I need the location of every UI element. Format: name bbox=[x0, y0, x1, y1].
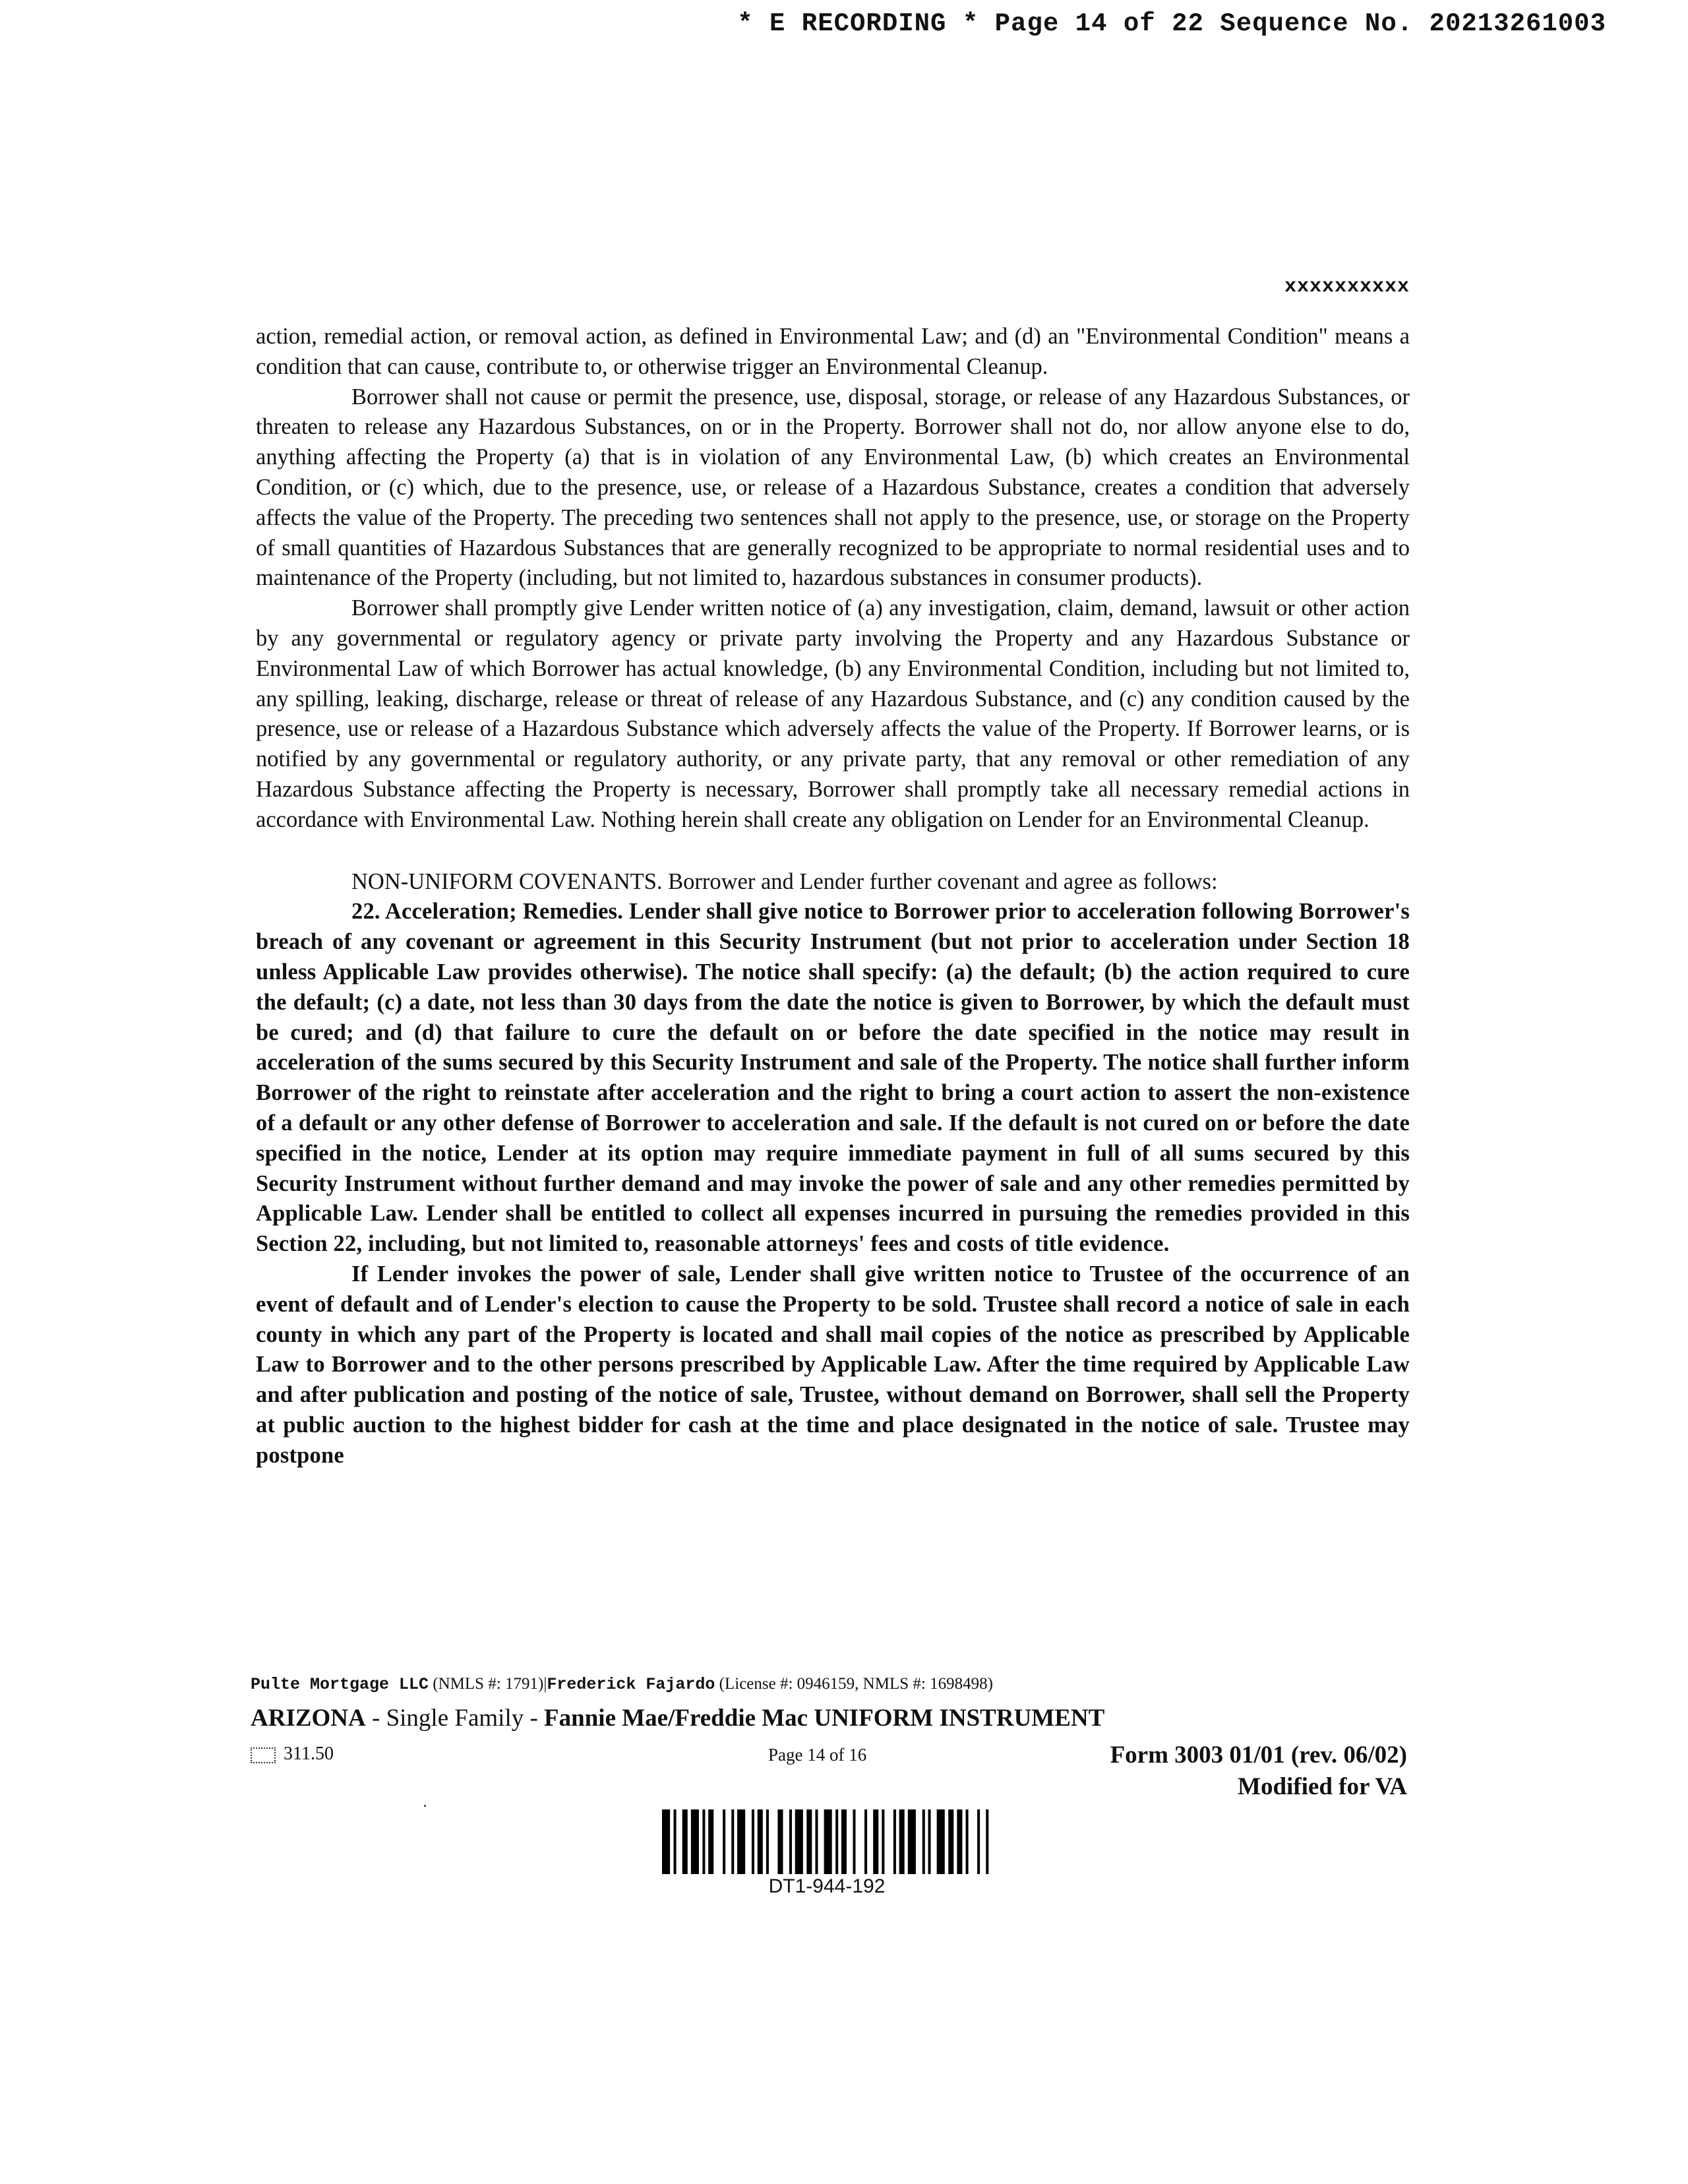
barcode-bar bbox=[806, 1809, 812, 1874]
lender-separator: | bbox=[543, 1675, 547, 1693]
recording-stamp: * E RECORDING * Page 14 of 22 Sequence No. 20213261003 bbox=[737, 9, 1606, 38]
doc-code bbox=[251, 1744, 334, 1765]
barcode-bar bbox=[795, 1809, 803, 1874]
barcode-bar bbox=[937, 1809, 945, 1874]
footer-lender-line bbox=[251, 1675, 993, 1694]
paragraph-non-uniform-covenants: NON-UNIFORM COVENANTS. Borrower and Lender further covenant and agree as follows: bbox=[351, 868, 1218, 894]
barcode-bar bbox=[977, 1809, 980, 1874]
barcode-bar bbox=[966, 1809, 969, 1874]
paragraph-acceleration-remedies: 22. Acceleration; Remedies. Lender shall give notice to Borrower prior to acceleration following Borrower's breach of any covenant or agreement in this Security Instrument (but not prior to acceleration under Section 18 unless Applicable Law provides otherwise). The notice shall specify: (a) the default; (b) the action required to cure the default; (c) a date, not less than 30 days from the date the notice is given to Borrower, by which the default must be cured; and (d) that failure to cure the default on or before the date specified in the notice may result in acceleration of the sums secured by this Security Instrument and sale of the Property. The notice shall further inform Borrower of the right to reinstate after acceleration and the right to bring a court action to assert the non-existence of a default or any other defense of Borrower to acceleration and sale. If the default is not cured on or before the date specified in the notice, Lender at its option may require immediate payment in full of all sums secured by this Security Instrument without further demand and may invoke the power of sale and any other remedies permitted by Applicable Law. Lender shall be entitled to collect all expenses incurred in pursuing the remedies provided in this Section 22, including, but not limited to, reasonable attorneys' fees and costs of title evidence. bbox=[256, 899, 1410, 1257]
barcode-bar bbox=[873, 1809, 878, 1874]
barcode-label: DT1-944-192 bbox=[768, 1875, 886, 1897]
paragraph-environmental-definition: action, remedial action, or removal action, as defined in Environmental Law; and (d) an "Environmental Condition" means a condition that can cause, contribute to, or otherwise trigger an Environmental Cleanup. bbox=[256, 324, 1410, 379]
barcode-bar bbox=[731, 1809, 734, 1874]
scan-speck bbox=[424, 1805, 426, 1807]
form-title bbox=[251, 1704, 1104, 1732]
barcode-bar bbox=[674, 1809, 677, 1874]
barcode-bar bbox=[908, 1809, 916, 1874]
barcode-bar bbox=[922, 1809, 925, 1874]
form-title-instrument: Fannie Mae/Freddie Mac UNIFORM INSTRUMENT bbox=[544, 1705, 1105, 1732]
page-number: Page 14 of 16 bbox=[768, 1745, 867, 1765]
document-body bbox=[256, 322, 1410, 1471]
doc-code-icon bbox=[251, 1747, 276, 1763]
barcode-bar bbox=[815, 1809, 818, 1874]
originator-name: Frederick Fajardo bbox=[547, 1675, 715, 1694]
form-title-type: - Single Family - bbox=[365, 1705, 545, 1732]
barcode-bar bbox=[824, 1809, 832, 1874]
originator-license: (License #: 0946159, NMLS #: 1698498) bbox=[719, 1675, 993, 1693]
barcode-bar bbox=[882, 1809, 884, 1874]
barcode-bar bbox=[864, 1809, 867, 1874]
form-title-state: ARIZONA bbox=[251, 1705, 366, 1732]
lender-name: Pulte Mortgage LLC bbox=[251, 1675, 429, 1694]
barcode-bar bbox=[766, 1809, 769, 1874]
barcode-bar bbox=[893, 1809, 896, 1874]
doc-code-value: 311.50 bbox=[284, 1744, 334, 1764]
barcode-bar bbox=[723, 1809, 725, 1874]
barcode-bar bbox=[691, 1809, 699, 1874]
paragraph-power-of-sale: If Lender invokes the power of sale, Lender shall give written notice to Trustee of the occurrence of an event of default and of Lender's election to cause the Property to be sold. Trustee shall record a notice of sale in each county in which any part of the Property is located and shall mail copies of the notice as prescribed by Applicable Law to Borrower and to the other persons prescribed by Applicable Law. After the time required by Applicable Law and after publication and posting of the notice of sale, Trustee, without demand on Borrower, shall sell the Property at public auction to the highest bidder for cash at the time and place designated in the notice of sale. Trustee may postpone bbox=[256, 1261, 1410, 1468]
form-number: Form 3003 01/01 (rev. 06/02) bbox=[1110, 1742, 1407, 1769]
barcode-bar bbox=[841, 1809, 847, 1874]
modified-note: Modified for VA bbox=[1238, 1773, 1407, 1800]
barcode-bar bbox=[789, 1809, 792, 1874]
lender-nmls: (NMLS #: 1791) bbox=[433, 1675, 544, 1693]
loan-number-mask: xxxxxxxxxx bbox=[1284, 276, 1410, 298]
barcode-bar bbox=[957, 1809, 962, 1874]
barcode-bar bbox=[662, 1809, 670, 1874]
barcode-bar bbox=[853, 1809, 855, 1874]
barcode-bar bbox=[835, 1809, 838, 1874]
barcode-bar bbox=[752, 1809, 754, 1874]
barcode-bar bbox=[928, 1809, 931, 1874]
barcode-bar bbox=[777, 1809, 783, 1874]
footer-row bbox=[251, 1741, 1407, 1773]
barcode-bar bbox=[702, 1809, 705, 1874]
barcode-bar bbox=[948, 1809, 953, 1874]
paragraph-hazardous-substances: Borrower shall not cause or permit the presence, use, disposal, storage, or release of any Hazardous Substances, or threaten to release any Hazardous Substances, on or in the Property. Borrower shall not do, nor allow anyone else to do, anything affecting the Property (a) that is in violation of any Environmental Law, (b) which creates an Environmental Condition, or (c) which, due to the presence, use, or release of a Hazardous Substance, creates a condition that adversely affects the value of the Property. The preceding two sentences shall not apply to the presence, use, or storage on the Property of small quantities of Hazardous Substances that are generally recognized to be appropriate to normal residential uses and to maintenance of the Property (including, but not limited to, hazardous substances in consumer products). bbox=[256, 384, 1410, 591]
barcode-bar bbox=[682, 1809, 688, 1874]
barcode-bar bbox=[899, 1809, 905, 1874]
barcode-bar bbox=[737, 1809, 745, 1874]
barcode-image bbox=[662, 1809, 992, 1874]
barcode-bar bbox=[708, 1809, 713, 1874]
barcode-bar bbox=[758, 1809, 763, 1874]
barcode-bar bbox=[986, 1809, 988, 1874]
paragraph-written-notice: Borrower shall promptly give Lender written notice of (a) any investigation, claim, demand, lawsuit or other action by any governmental or regulatory agency or private party involving the Property and any Hazardous Substance or Environmental Law of which Borrower has actual knowledge, (b) any Environmental Condition, including but not limited to, any spilling, leaking, discharge, release or threat of release of any Hazardous Substance, and (c) any condition caused by the presence, use or release of a Hazardous Substance which adversely affects the value of the Property. If Borrower learns, or is notified by any governmental or regulatory authority, or any private party, that any removal or other remediation of any Hazardous Substance affecting the Property is necessary, Borrower shall promptly take all necessary remedial actions in accordance with Environmental Law. Nothing herein shall create any obligation on Lender for an Environmental Cleanup. bbox=[256, 595, 1410, 832]
